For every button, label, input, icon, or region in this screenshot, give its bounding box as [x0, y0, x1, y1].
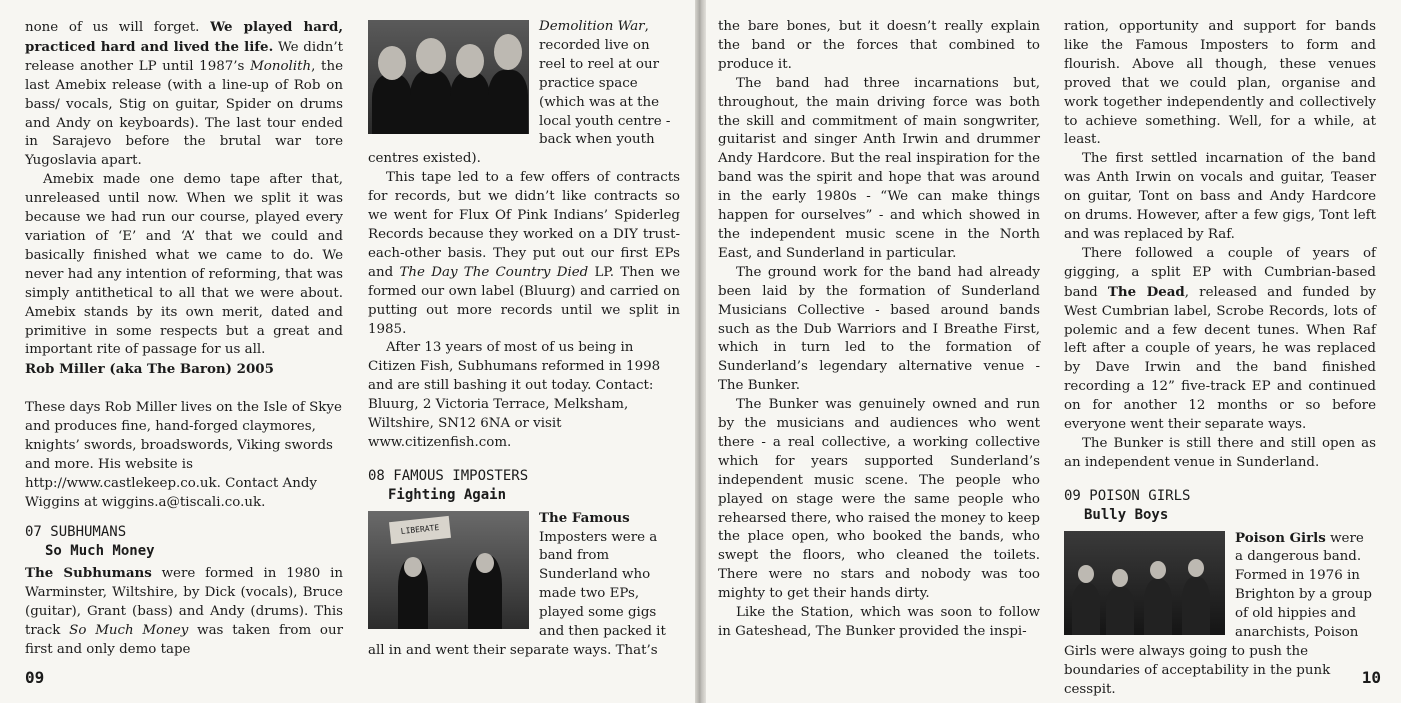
signature: Rob Miller (aka The Baron) 2005: [25, 361, 274, 378]
paragraph: These days Rob Miller lives on the Isle of Skye and produces fine, hand-forged claymores, knights’ swords, broadswords, Viking swords and more. His website is http://www.castlekeep.co.uk. Contact Andy Wiggins at wiggins.a@tiscali.co.uk.: [25, 400, 342, 510]
paragraph: The ground work for the band had already been laid by the formation of Sunderland Musicians Collective - based around bands such as the Dub Warriors and I Breathe First, which in turn led to the formation of Sunderland’s legendary alternative venue - The Bunker.: [718, 264, 1040, 394]
right-page: [706, 0, 1401, 703]
paragraph: Like the Station, which was soon to follow in Gateshead, The Bunker provided the inspi-: [718, 605, 1040, 639]
track-title: Fighting Again: [388, 486, 507, 503]
left-column-1: [25, 18, 343, 660]
track-number: 07 SUBHUMANS: [25, 523, 127, 540]
right-column-2: [1064, 18, 1376, 700]
track-number: 09 POISON GIRLS: [1064, 487, 1191, 504]
paragraph: ration, opportunity and support for bands like the Famous Imposters to form and flourish. Above all though, these venues proved that we could plan, organise and work together independently and collectively to achieve something. Well, for a while, at least.: [1064, 19, 1376, 148]
paragraph: Amebix made one demo tape after that, unreleased until now. When we split it was because we had run our course, played every variation of ‘E’ and ‘A’ that we could and basically finished what we came to do. We never had any intention of reforming, that was simply antithetical to all that we were about. Amebix stands by its own merit, dated and primitive in some respects but a great and important rite of passage for us all.: [25, 172, 343, 358]
paragraph: Demolition War, recorded live on reel to reel at our practice space (which was at the local youth centre - back when youth centres existed).: [368, 19, 671, 167]
right-column-1: [718, 18, 1040, 642]
subhumans-band-photo: [368, 20, 529, 134]
famous-imposters-live-photo: [368, 511, 529, 629]
left-page: [0, 0, 695, 703]
paragraph: The Bunker is still there and still open as an independent venue in Sunderland.: [1064, 435, 1376, 470]
spine-gutter: [695, 0, 706, 703]
track-title: So Much Money: [45, 542, 155, 559]
paragraph: After 13 years of most of us being in Citizen Fish, Subhumans reformed in 1998 and are still bashing it out today. Contact: Bluurg, 2 Victoria Terrace, Melksham, Wiltshire, SN12 6NA or visit www.citizenfish.com.: [368, 340, 661, 450]
poison-girls-band-photo: [1064, 531, 1225, 635]
paragraph: The first settled incarnation of the band was Anth Irwin on vocals and guitar, Teaser on guitar, Tont on bass and Andy Hardcore on drums. However, after a few gigs, Tont left and was replaced by Raf.: [1064, 151, 1376, 242]
liberate-banner: LIBERATE: [389, 516, 451, 544]
paragraph: There followed a couple of years of gigging, a split EP with Cumbrian-based band The Dead, released and funded by West Cumbrian label, Scrobe Records, lots of polemic and a few decent tunes. When Raf left after a couple of years, he was replaced by Dave Irwin and the band finished recording a 12” five-track EP and continued on for another 12 months or so before everyone went their separate ways.: [1064, 245, 1376, 433]
track-title: Bully Boys: [1084, 506, 1169, 523]
paragraph: The Famous Imposters were a band from Sunderland who made two EPs, played some gigs and then packed it all in and went their separate ways. That’s: [368, 509, 666, 658]
paragraph: none of us will forget. We played hard, practiced hard and lived the life. We didn’t release another LP until 1987’s Monolith, the last Amebix release (with a line-up of Rob on bass/ vocals, Stig on guitar, Spider on drums and Andy on keyboards). The last tour ended in Sarajevo before the brutal war tore Yugoslavia apart.: [25, 19, 343, 169]
paragraph: The Subhumans were formed in 1980 in Warminster, Wiltshire, by Dick (vocals), Bruce (guitar), Grant (bass) and Andy (drums). This track So Much Money was taken from our first and only demo tape: [25, 565, 344, 658]
left-column-2: [368, 18, 680, 661]
paragraph: the bare bones, but it doesn’t really explain the band or the forces that combined to produce it.: [718, 19, 1040, 72]
paragraph: The Bunker was genuinely owned and run by the musicians and audiences who went there - a real collective, a working collective which for years supported Sunderland’s independent music scene. The people who played on stage were the same people who rehearsed there, who raised the money to keep the place open, who booked the bands, who swept the floors, who cleaned the toilets. There were no stars and nobody was too mighty to get their hands dirty.: [718, 397, 1040, 602]
page-number: 10: [1361, 668, 1381, 687]
paragraph: The band had three incarnations but, throughout, the main driving force was both the skill and commitment of main songwriter, guitarist and singer Anth Irwin and drummer Andy Hardcore. But the real inspiration for the band was the spirit and hope that was around in the early 1980s - “We can make things happen for ourselves” - and which showed in the independent music scene in the North East, and Sunderland in particular.: [718, 75, 1040, 261]
paragraph: This tape led to a few offers of contracts for records, but we didn’t like contracts so we went for Flux Of Pink Indians’ Spiderleg Records because they worked on a DIY trust-each-other basis. They put out our first EPs and The Day The Country Died LP. Then we formed our own label (Bluurg) and carried on putting out more records until we split in 1985.: [368, 170, 680, 337]
page-number: 09: [25, 668, 45, 687]
paragraph: Poison Girls were a dangerous band. Formed in 1976 in Brighton by a group of old hippies and anarchists, Poison Girls were always going to push the boundaries of acceptability in the punk cesspit.: [1064, 529, 1372, 697]
track-number: 08 FAMOUS IMPOSTERS: [368, 467, 529, 484]
